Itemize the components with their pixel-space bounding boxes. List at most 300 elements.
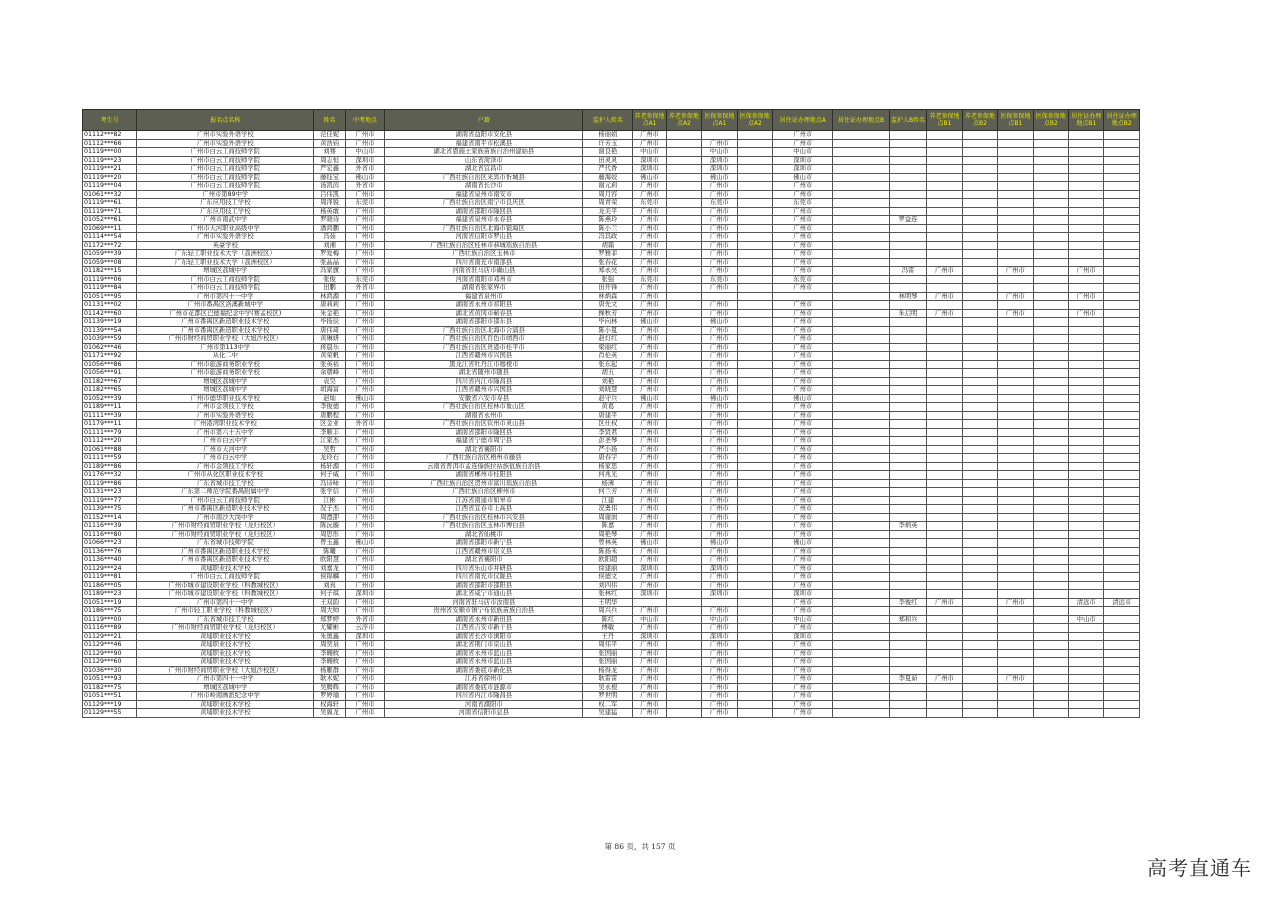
table-cell: 佛山市 [633,539,666,548]
table-cell [737,505,772,514]
table-cell [1033,360,1068,369]
table-cell [833,233,889,242]
table-cell [1104,165,1140,174]
table-cell [1033,522,1068,531]
table-cell [927,692,962,701]
table-cell [1069,556,1104,565]
table-cell: 广州市番禺区新造职业技术学校 [137,318,314,327]
table-cell [737,301,772,310]
table-cell [737,445,772,454]
table-cell [1033,139,1068,148]
table-cell [1104,547,1140,556]
table-cell [737,352,772,361]
table-cell: 何子威 [314,471,345,480]
table-cell: 广州市 [998,267,1033,276]
table-cell: 广州市 [773,624,833,633]
table-cell: 深圳市 [773,165,833,174]
table-cell [737,607,772,616]
table-cell: 广州市 [702,207,737,216]
table-cell: 广州市 [773,709,833,718]
table-cell: 01189***11 [83,403,137,412]
table-cell [833,343,889,352]
table-cell [889,496,927,505]
table-cell [889,420,927,429]
table-cell [1104,624,1140,633]
table-cell [1069,233,1104,242]
table-cell: 01051***51 [83,692,137,701]
table-row [83,607,1140,616]
table-cell [1033,428,1068,437]
table-cell: 广州市 [773,496,833,505]
table-cell [833,709,889,718]
table-cell: 01116***80 [83,530,137,539]
table-cell: 毕扬辰 [314,318,345,327]
table-cell [962,471,997,480]
table-cell [962,343,997,352]
table-cell: 广州市 [345,573,385,582]
table-cell [962,700,997,709]
table-cell [1033,182,1068,191]
table-cell [927,156,962,165]
table-cell: 广州市 [345,233,385,242]
table-cell: 河南省驻马店市确山县 [385,267,583,276]
table-row [83,190,1140,199]
table-cell [1033,658,1068,667]
table-cell: 广州市白云工商技师学院 [137,148,314,157]
table-cell [1104,360,1140,369]
table-cell [998,131,1033,140]
table-cell: 广州市 [345,700,385,709]
column-header: 医保参保地点B1 [998,110,1033,131]
table-cell: 罗世明 [583,692,633,701]
table-cell [737,513,772,522]
table-cell [1033,267,1068,276]
table-cell: 广州市 [345,488,385,497]
table-cell: 吴哲 [314,445,345,454]
table-cell: 广州市 [633,258,666,267]
table-cell [889,556,927,565]
table-cell: 刘晓慧 [583,386,633,395]
table-cell: 梁丽红 [583,343,633,352]
table-cell [927,505,962,514]
table-cell: 01182***15 [83,267,137,276]
table-cell: 广西壮族自治区梧州市藤县 [385,454,583,463]
table-cell [666,624,701,633]
table-cell: 龙玲石 [314,454,345,463]
table-cell [666,139,701,148]
table-cell [962,165,997,174]
table-cell [737,250,772,259]
table-cell: 周泽锐 [314,199,345,208]
table-cell: 广州市 [998,675,1033,684]
table-cell: 深圳市 [773,632,833,641]
table-cell [889,275,927,284]
table-cell [833,632,889,641]
table-cell: 广州市 [702,428,737,437]
table-cell [1104,309,1140,318]
table-cell [962,250,997,259]
table-cell [927,641,962,650]
table-row [83,284,1140,293]
table-cell [737,343,772,352]
table-cell: 刘艳 [583,377,633,386]
table-cell [666,539,701,548]
table-cell: 田鹏 [314,284,345,293]
table-cell [962,403,997,412]
table-cell [737,241,772,250]
table-cell: 广州市 [773,343,833,352]
table-cell [737,258,772,267]
table-cell [962,513,997,522]
table-cell: 江家杰 [314,437,345,446]
table-cell: 罗爱梅 [314,250,345,259]
table-cell: 深圳市 [633,564,666,573]
table-cell: 广州市 [702,284,737,293]
table-cell [962,199,997,208]
table-cell [1104,190,1140,199]
table-cell: 广州市 [773,454,833,463]
table-cell [833,250,889,259]
table-cell [927,666,962,675]
table-cell [666,437,701,446]
table-cell [962,454,997,463]
table-cell [737,173,772,182]
table-cell [1104,564,1140,573]
table-cell: 广州市 [633,505,666,514]
table-cell [927,564,962,573]
table-cell [962,309,997,318]
table-cell [889,318,927,327]
table-cell: 周兴兵 [583,607,633,616]
table-cell: 广州市 [345,564,385,573]
table-cell: 广州市天河职业高级中学 [137,224,314,233]
table-cell: 广州市 [1069,267,1104,276]
table-cell: 深圳市 [633,632,666,641]
table-cell: 广州市 [345,649,385,658]
table-cell [833,547,889,556]
table-cell [927,275,962,284]
table-cell [833,394,889,403]
table-cell: 江苏省徐州市 [385,675,583,684]
table-cell: 冯雷 [889,267,927,276]
table-cell [666,207,701,216]
table-cell [737,564,772,573]
table-cell [737,649,772,658]
table-cell: 耿雷雷 [583,675,633,684]
table-cell [833,377,889,386]
table-cell [1033,190,1068,199]
table-cell [666,250,701,259]
table-cell: 广州市 [773,692,833,701]
table-cell: 广州市 [702,649,737,658]
table-cell: 广州市番禺区洛溪新城中学 [137,301,314,310]
table-cell: 冯家旗 [314,267,345,276]
table-cell [1069,182,1104,191]
table-cell [927,513,962,522]
table-cell [1104,496,1140,505]
table-cell [1033,539,1068,548]
table-cell: 01129***55 [83,709,137,718]
table-cell [1104,326,1140,335]
table-cell: 01039***59 [83,335,137,344]
table-cell [998,182,1033,191]
table-cell [962,564,997,573]
table-row [83,479,1140,488]
table-cell: 黄埔职业技术学校 [137,632,314,641]
table-cell [666,428,701,437]
table-cell [833,420,889,429]
table-row [83,624,1140,633]
table-cell: 周伟平 [583,641,633,650]
table-cell: 广州市 [773,437,833,446]
table-cell [998,488,1033,497]
table-row [83,539,1140,548]
table-row [83,598,1140,607]
page-number: 第 86 页，共 157 页 [604,842,676,851]
table-cell [889,692,927,701]
table-cell: 广州市 [633,683,666,692]
table-cell [1033,598,1068,607]
table-cell [1104,683,1140,692]
table-cell: 张晶晶 [314,258,345,267]
table-cell: 佛山市 [345,394,385,403]
table-cell [737,700,772,709]
table-cell [1104,471,1140,480]
table-cell [1069,522,1104,531]
table-cell [998,224,1033,233]
table-cell: 吴腾辉 [314,683,345,692]
table-cell: 广州市番禺区新造职业技术学校 [137,505,314,514]
table-cell: 广州市 [927,675,962,684]
table-cell: 周志恒 [314,156,345,165]
table-cell: 杨轩源 [314,462,345,471]
table-row [83,615,1140,624]
table-cell: 01129***90 [83,649,137,658]
table-cell: 林炳森 [583,292,633,301]
table-cell: 贵州省安顺市镇宁布依族苗族自治县 [385,607,583,616]
table-cell: 广州市花都区巴德福纪念中学(赛孟校区) [137,309,314,318]
table-cell [833,301,889,310]
table-cell [737,292,772,301]
table-cell: 01059***08 [83,258,137,267]
table-cell [833,581,889,590]
table-cell: 01119***71 [83,207,137,216]
table-cell [1033,309,1068,318]
table-cell [737,360,772,369]
table-cell: 罗益连 [889,216,927,225]
table-cell: 广州市 [633,471,666,480]
table-cell: 广州市 [633,343,666,352]
table-cell [1069,258,1104,267]
table-cell: 广州市财经商贸职业学校（龙归校区） [137,624,314,633]
table-cell [737,598,772,607]
table-cell: 湖北省宜昌市 [385,165,583,174]
table-cell: 广州市 [633,709,666,718]
table-cell [962,488,997,497]
table-cell [962,437,997,446]
table-cell [1104,649,1140,658]
table-cell [927,173,962,182]
table-cell: 广州市 [633,513,666,522]
table-cell: 广州市 [773,411,833,420]
table-cell: 广州市 [633,624,666,633]
table-cell [998,573,1033,582]
table-cell: 广州市 [345,343,385,352]
table-cell [666,522,701,531]
table-cell [927,615,962,624]
table-cell: 东莞市 [633,275,666,284]
table-cell: 湖南省娄底市涟源市 [385,683,583,692]
table-cell [833,658,889,667]
table-cell [889,445,927,454]
table-cell [889,505,927,514]
table-cell: 深圳市 [633,165,666,174]
table-cell: 河南省驻马店市汝南县 [385,598,583,607]
table-cell: 龙美平 [583,207,633,216]
table-cell: 广州市 [702,547,737,556]
table-cell [962,148,997,157]
table-cell [998,462,1033,471]
table-cell: 区仕权 [583,420,633,429]
table-cell [1069,326,1104,335]
table-cell [927,700,962,709]
table-cell: 广州市 [702,233,737,242]
table-cell: 广州市 [702,437,737,446]
table-cell [737,573,772,582]
table-cell [998,437,1033,446]
table-cell [833,352,889,361]
table-cell: 广州市 [633,241,666,250]
table-cell: 黄葛 [583,403,633,412]
table-cell [666,360,701,369]
table-cell [1104,335,1140,344]
table-cell [666,292,701,301]
table-cell [1069,335,1104,344]
table-cell [1069,496,1104,505]
table-cell [666,233,701,242]
table-cell [666,165,701,174]
table-cell: 陈小兰 [583,224,633,233]
table-cell [1104,199,1140,208]
table-cell [833,369,889,378]
table-cell: 广西壮族自治区北海市银海区 [385,224,583,233]
table-cell: 陈嘉 [583,522,633,531]
table-cell [1069,360,1104,369]
table-cell [737,539,772,548]
table-row [83,403,1140,412]
header-row [83,110,1140,131]
table-cell [833,641,889,650]
table-cell: 李顺丰 [314,428,345,437]
table-row [83,267,1140,276]
table-row [83,182,1140,191]
table-cell [962,590,997,599]
table-cell: 杨英敢 [314,207,345,216]
table-cell: 广州市 [345,496,385,505]
table-cell [1104,233,1140,242]
table-cell [1104,488,1140,497]
table-row [83,632,1140,641]
table-cell: 刘骞 [314,148,345,157]
table-cell: 广州市 [702,683,737,692]
table-cell [927,437,962,446]
table-cell [998,607,1033,616]
table-cell [1033,462,1068,471]
table-cell: 广州市 [633,556,666,565]
table-cell: 广州市 [345,403,385,412]
table-cell [998,539,1033,548]
table-cell [927,420,962,429]
table-cell [962,190,997,199]
table-cell [666,454,701,463]
table-cell [1104,318,1140,327]
table-cell: 杨得龙 [583,666,633,675]
table-cell [998,590,1033,599]
table-cell: 东莞市 [702,199,737,208]
table-cell [998,394,1033,403]
table-cell: 广州市 [633,573,666,582]
table-cell [962,573,997,582]
table-cell [998,632,1033,641]
table-cell: 佛山市 [773,539,833,548]
table-cell: 广州市白云工商技师学院 [137,284,314,293]
table-cell [666,692,701,701]
table-cell: 广州市 [702,309,737,318]
table-cell: 曾玉鑫 [314,539,345,548]
table-cell: 广州市 [927,292,962,301]
table-cell [737,216,772,225]
table-cell: 张国丽 [583,658,633,667]
table-cell [889,394,927,403]
table-cell [1069,590,1104,599]
table-cell [998,666,1033,675]
table-cell: 01119***81 [83,573,137,582]
table-cell [737,530,772,539]
table-cell [998,216,1033,225]
table-cell: 广州市 [345,207,385,216]
table-cell [833,241,889,250]
table-cell [1033,624,1068,633]
table-cell [927,335,962,344]
table-cell [962,462,997,471]
table-cell: 张英裕 [314,360,345,369]
table-cell: 广州市 [773,369,833,378]
table-cell: 广州市 [345,547,385,556]
table-cell: 广州市 [773,666,833,675]
table-cell: 广州市 [702,513,737,522]
table-cell [1069,352,1104,361]
table-cell [1033,241,1068,250]
table-cell: 广州市 [702,530,737,539]
table-cell [1104,505,1140,514]
table-row [83,573,1140,582]
table-cell: 广州市 [633,666,666,675]
table-cell [1069,241,1104,250]
table-cell: 01171***92 [83,352,137,361]
table-cell: 广州市 [345,675,385,684]
table-cell [1033,564,1068,573]
column-header: 居住证办理地点B1 [1069,110,1104,131]
table-cell [927,658,962,667]
table-cell [927,207,962,216]
table-cell: 外省市 [345,284,385,293]
table-cell: 01182***75 [83,683,137,692]
table-cell [962,624,997,633]
table-cell [1104,522,1140,531]
table-row [83,505,1140,514]
table-cell [998,403,1033,412]
table-cell: 广州市 [345,309,385,318]
